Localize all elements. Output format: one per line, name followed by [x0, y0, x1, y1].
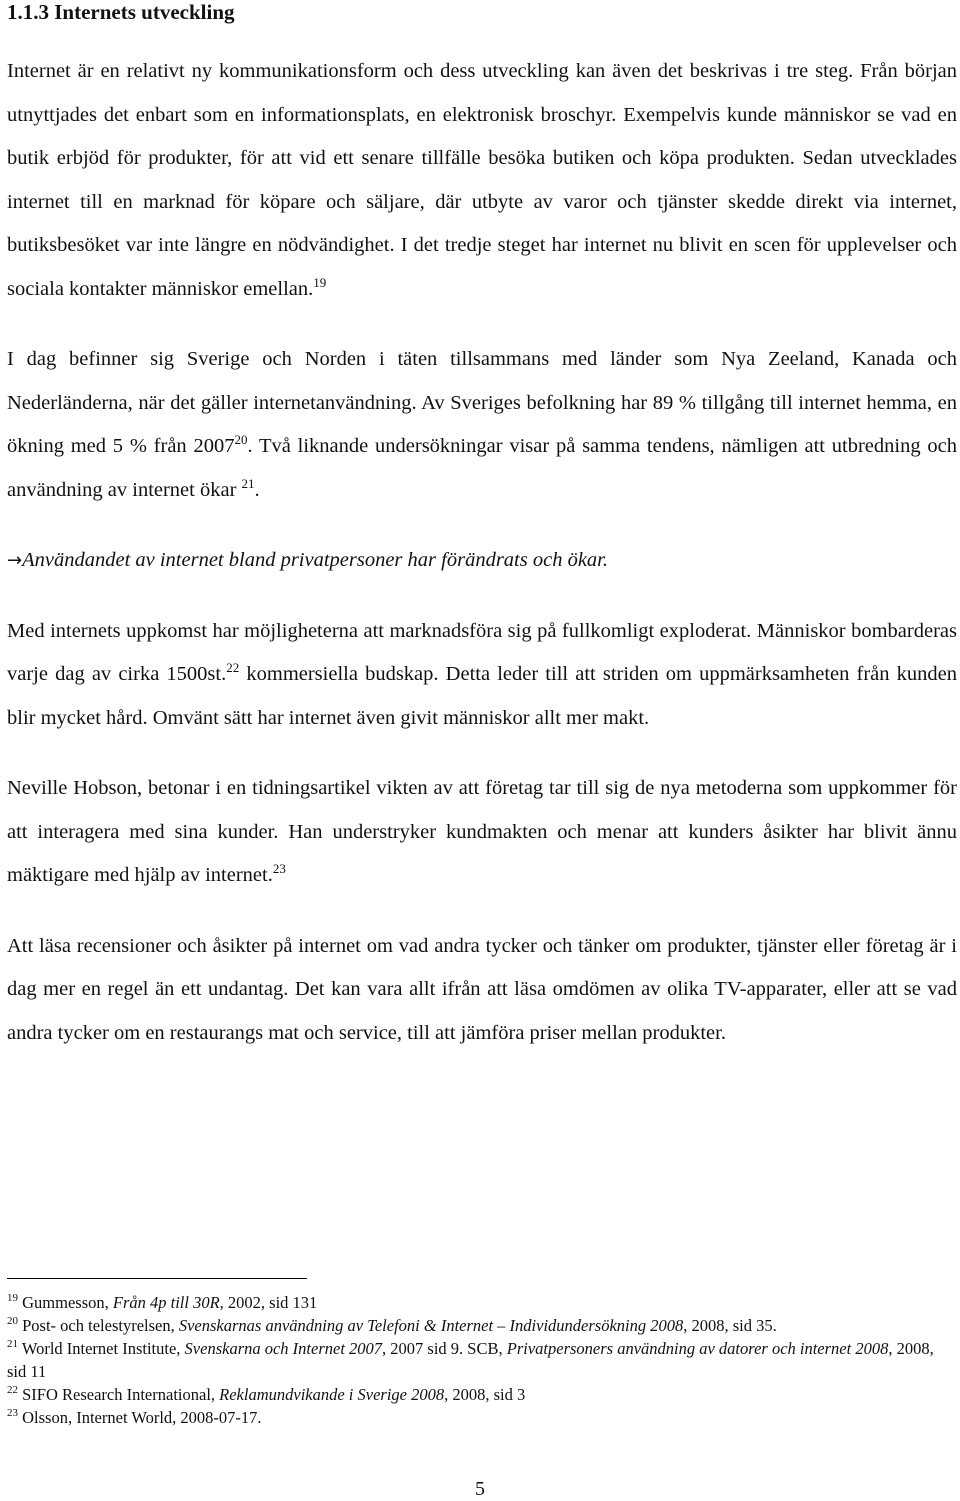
- footnote-divider: [7, 1278, 307, 1279]
- arrow-right-icon: →: [7, 550, 23, 571]
- section-heading: 1.1.3 Internets utveckling: [7, 0, 235, 24]
- footnote-23: $^{23}$ Olsson, Internet World, 2008-07-17.: [7, 1407, 262, 1427]
- paragraph-internet-steps: Internet är en relativt ny kommunikationsform och dess utveckling kan även det beskrivas i tre steg. Från början utnyttjades det enbart som en informationsplats, en elektronisk broschyr. Exempelvis kunde människor se vad en butik erbjöd för produkter, för att vid ett senare tillfälle besöka butiken och köpa produkten. Sedan utvecklades internet till en marknad för köpare och säljare, där utbyte av varor och tjänster skedde direkt via internet, butiksbesöket var inte längre en nödvändighet. I det tredje steget har internet nu blivit en scen för upplevelser och sociala kontakter människor emellan.$^{19}$: [7, 60, 957, 300]
- paragraph-reviews: Att läsa recensioner och åsikter på internet om vad andra tycker och tänker om produkter, tjänster eller företag är i dag mer en regel än ett undantag. Det kan vara allt ifrån att läsa omdömen av olika TV-apparater, eller att se vad andra tycker om en restaurangs mat och service, till att jämföra priser mellan produkter.: [7, 934, 957, 1044]
- paragraph-sweden-usage: I dag befinner sig Sverige och Norden i täten tillsammans med länder som Nya Zeeland, Kanada och Nederländerna, när det gäller internetanvändning. Av Sveriges befolkning har 89 % tillgång till internet hemma, en ökning med 5 % från 2007$^{20}$. Två liknande undersökningar visar på samma tendens, nämligen att utbredning och användning av internet ökar $^{21}$.: [7, 348, 957, 501]
- footnotes: [7, 1291, 953, 1429]
- footnote-19: $^{19}$ Gummesson, Från 4p till 30R, 2002, sid 131: [7, 1292, 318, 1312]
- conclusion-text: Användandet av internet bland privatpersoner har förändrats och ökar.: [22, 549, 608, 571]
- footnote-ref-23[interactable]: 23: [272, 861, 286, 876]
- footnote-ref-21[interactable]: 21: [241, 475, 255, 491]
- footnote-20: $^{20}$ Post- och telestyrelsen, Svenskarnas användning av Telefoni & Internet – Individundersökning 2008, 2008, sid 35.: [7, 1315, 777, 1335]
- document-page: [7, 0, 957, 1055]
- footnote-ref-22[interactable]: 22: [226, 660, 240, 675]
- footnote-22: $^{22}$ SIFO Research International, Reklamundvikande i Sverige 2008, 2008, sid 3: [7, 1384, 526, 1404]
- footnote-ref-20[interactable]: 20: [234, 432, 248, 447]
- page-number: 5: [475, 1478, 485, 1500]
- conclusion-line: [7, 539, 957, 583]
- paragraph-hobson: Neville Hobson, betonar i en tidningsartikel vikten av att företag tar till sig de nya metoderna som uppkommer för att interagera med sina kunder. Han understryker kundmakten och menar att kunders åsikter har blivit ännu mäktigare med hjälp av internet.$^{23}$: [7, 777, 957, 886]
- paragraph-marketing: Med internets uppkomst har möjligheterna att marknadsföra sig på fullkomligt exploderat. Människor bombarderas varje dag av cirka 1500st.$^{22}$ kommersiella budskap. Detta leder till att striden om uppmärksamheten från kunden blir mycket hård. Omvänt sätt har internet även givit människor allt mer makt.: [7, 619, 958, 729]
- footnote-21: $^{21}$ World Internet Institute, Svenskarna och Internet 2007, 2007 sid 9. SCB, Privatpersoners användning av datorer och internet 2008, 2008, sid 11: [7, 1338, 934, 1381]
- footnote-ref-19[interactable]: 19: [313, 274, 327, 290]
